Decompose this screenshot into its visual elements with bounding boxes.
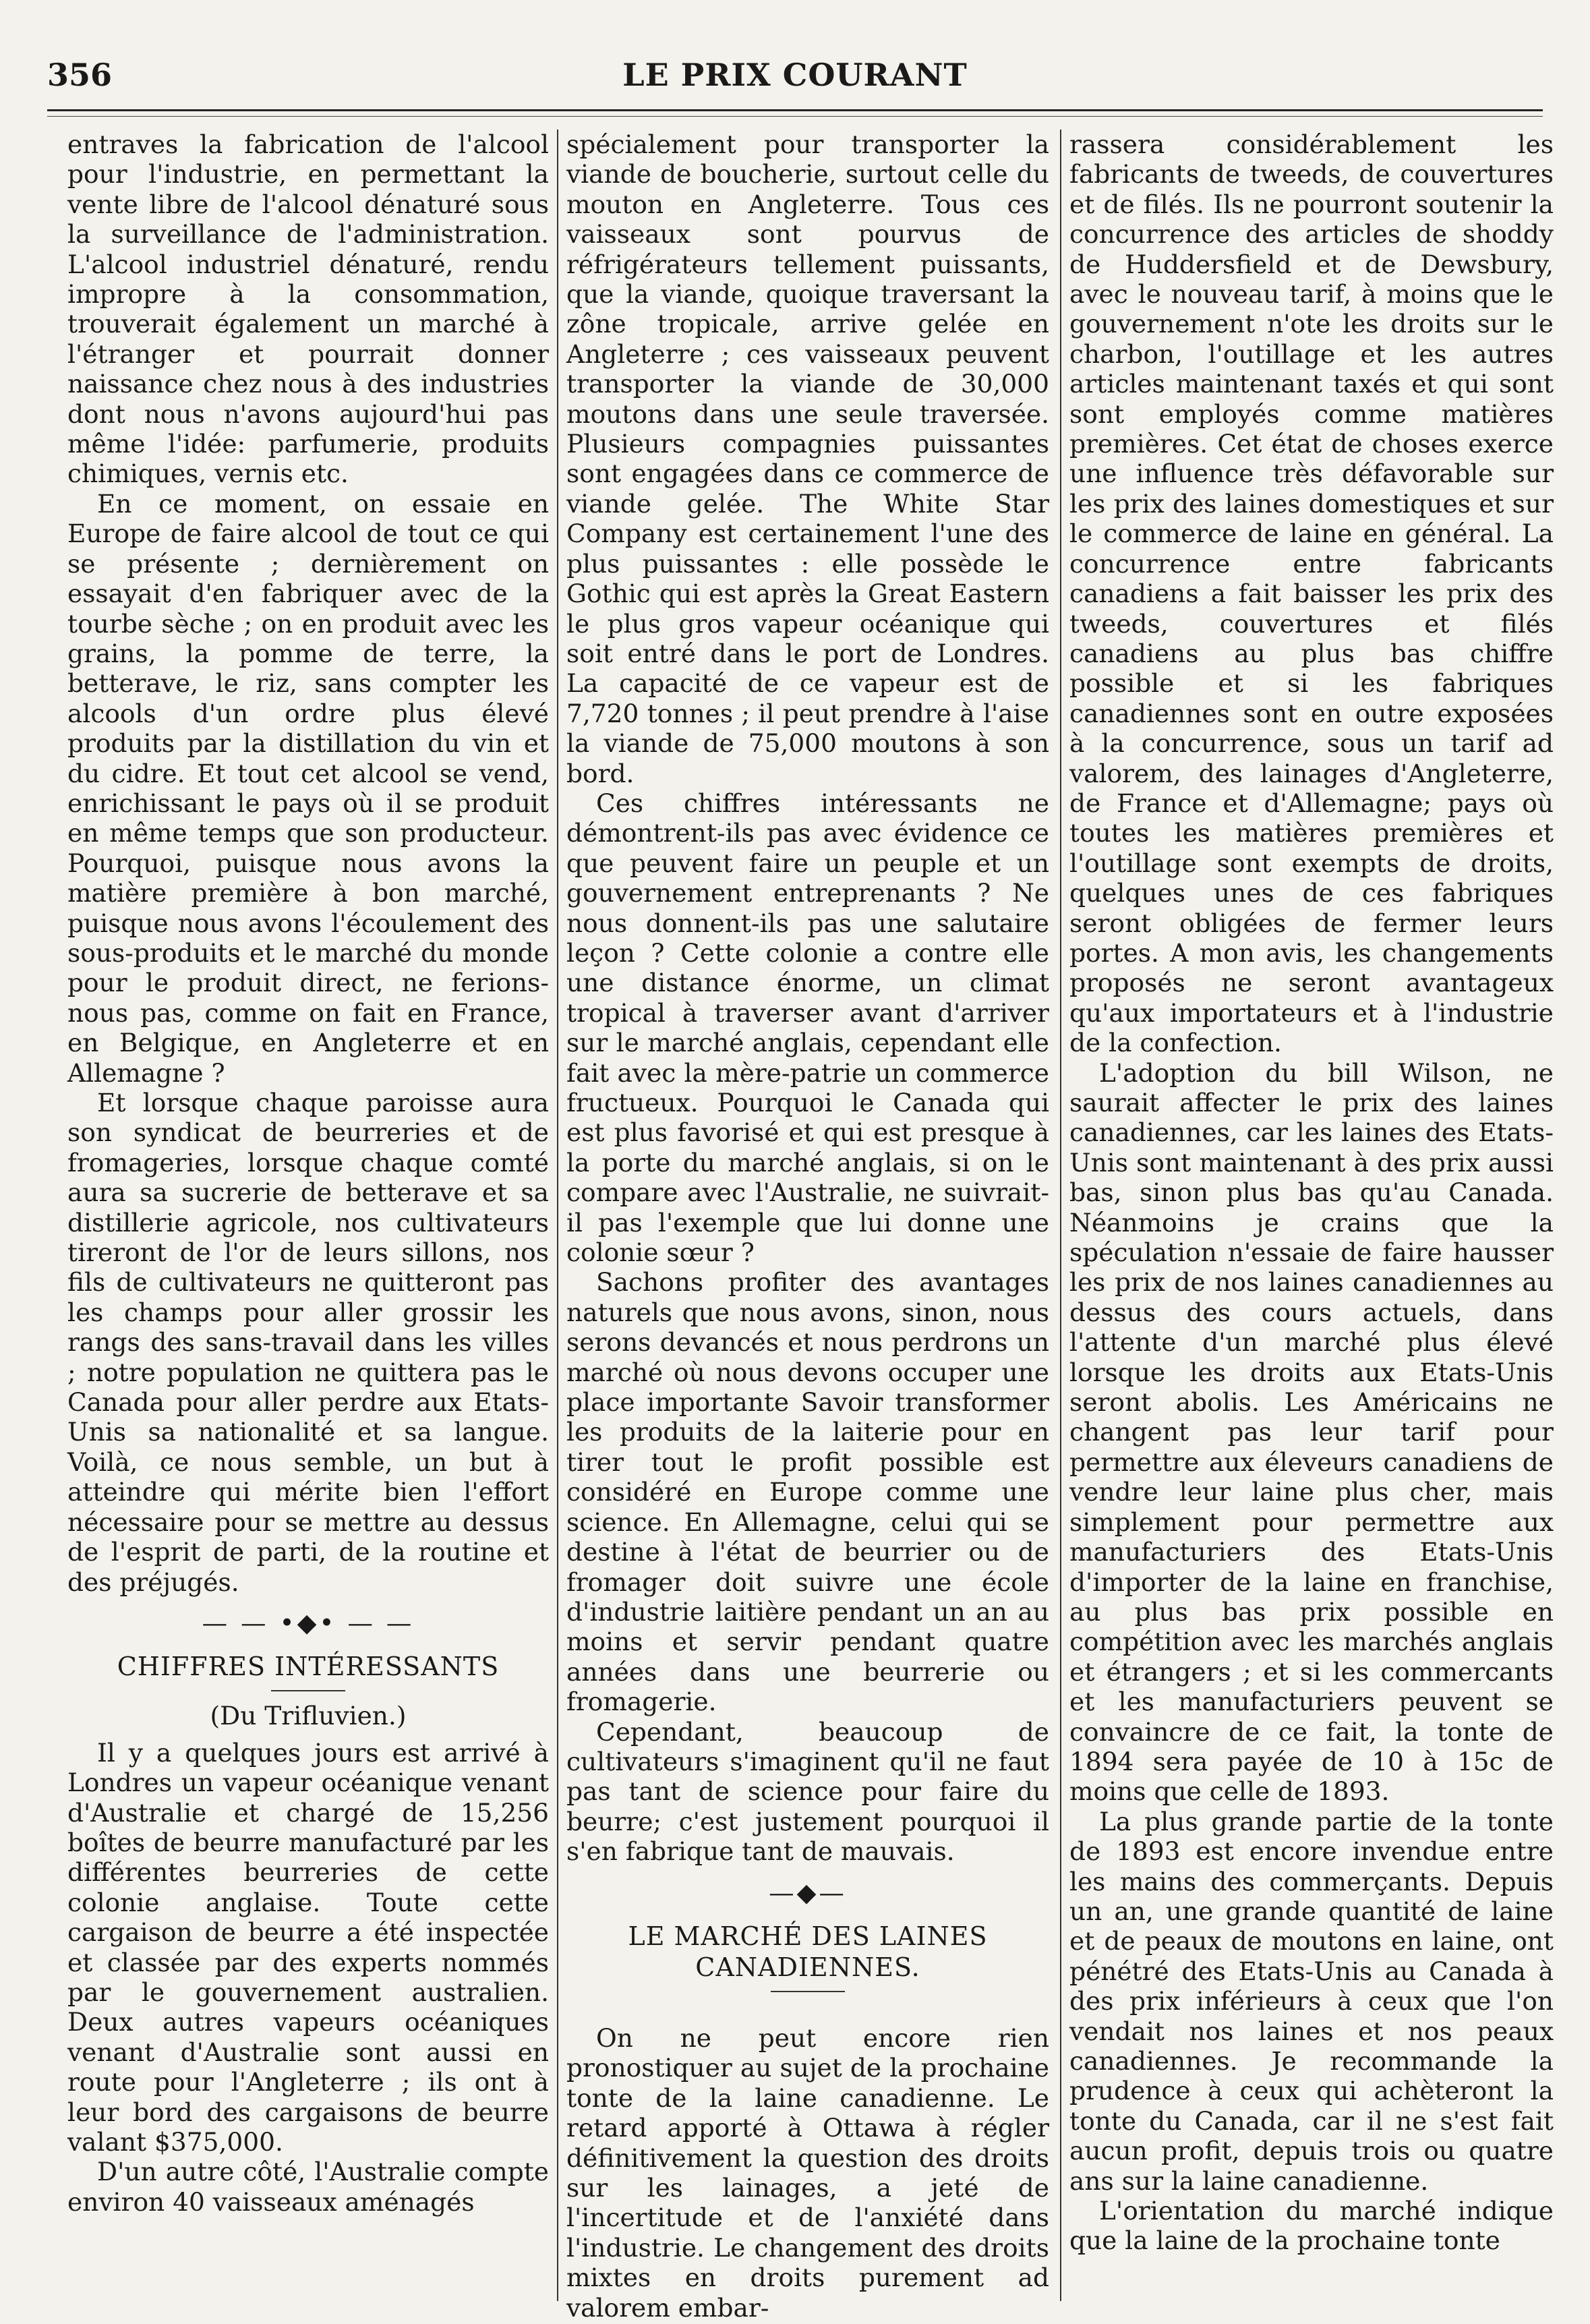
paragraph: Cependant, beaucoup de cultivateurs s'imaginent qu'il ne faut pas tant de science pour faire du beurre; c'est justement pourquoi il s'en fabrique tant de mauvais. xyxy=(566,1716,1049,1867)
paragraph: spécialement pour transporter la viande de boucherie, surtout celle du mouton en Angleterre. Tous ces vaisseaux sont pourvus de réfrigérateurs tellement puissants, que la viande, quoique traversant la zône tropicale, arrive gelée en Angleterre ; ces vaisseaux peuvent transporter la viande de 30,000 moutons dans une seule traversée. Plusieurs compagnies puissantes sont engagées dans ce commerce de viande gelée. The White Star Company est certainement l'une des plus puissantes : elle possède le Gothic qui est après la Great Eastern le plus gros vapeur océanique qui soit entré dans le port de Londres. La capacité de ce vapeur est de 7,720 tonnes ; il peut prendre à l'aise la viande de 75,000 moutons à son bord. xyxy=(566,129,1049,788)
paragraph: entraves la fabrication de l'alcool pour l'industrie, en permettant la vente libre de l'alcool dénaturé sous la surveillance de l'administration. L'alcool industriel dénaturé, rendu impropre à la consommation, trouverait également un marché à l'étranger et pourrait donner naissance chez nous à des industries dont nous n'avons aujourd'hui pas même l'idée: parfumerie, produits chimiques, vernis etc. xyxy=(67,129,549,489)
paragraph: Sachons profiter des avantages naturels que nous avons, sinon, nous serons devancés et nous perdrons un marché où nous devons occuper une place importante Savoir transformer les produits de la laiterie pour en tirer tout le profit possible est considéré en Europe comme une science. En Allemagne, celui qui se destine à l'état de beurrier ou de fromager doit suivre une école d'industrie laitière pendant un an au moins et servir pendant quatre années dans une beurrerie ou fromagerie. xyxy=(566,1267,1049,1717)
running-title: LE PRIX COURANT xyxy=(622,57,968,93)
page-header xyxy=(47,53,1543,109)
article-source: (Du Trifluvien.) xyxy=(210,1701,407,1731)
header-rule-thin xyxy=(47,116,1543,117)
paragraph: La plus grande partie de la tonte de 1893 est encore invendue entre les mains des commerçants. Depuis un an, une grande quantité de laine et de peaux de moutons en laine, ont pénétré des Etats-Unis au Canada à des prix inférieurs à ceux que l'on vendait nos laines et nos peaux canadiennes. Je recommande la prudence à ceux qui achèteront la tonte du Canada, car il ne s'est fait aucun profit, depuis trois ou quatre ans sur la laine canadienne. xyxy=(1069,1806,1554,2196)
section-heading: CHIFFRES INTÉRESSANTS xyxy=(117,1652,500,1682)
paragraph: On ne peut encore rien pronostiquer au sujet de la prochaine tonte de la laine canadienne. Le retard apporté à Ottawa à régler définitivement la question des droits sur les lainages, a jeté de l'incertitude et de l'anxiété dans l'industrie. Le changement des droits mixtes en droits purement ad valorem embar- xyxy=(566,2023,1049,2323)
paragraph: Il y a quelques jours est arrivé à Londres un vapeur océanique venant d'Australie et chargé de 15,256 boîtes de beurre manufacturé par les différentes beurreries de cette colonie anglaise. Toute cette cargaison de beurre a été inspectée et classée par des experts nommés par le gouvernement australien. Deux autres vapeurs océaniques venant d'Australie sont aussi en route pour l'Angleterre ; ils ont à leur bord des cargaisons de beurre valant $375,000. xyxy=(67,1737,549,2157)
paragraph: L'orientation du marché indique que la laine de la prochaine tonte xyxy=(1069,2196,1554,2256)
column-1 xyxy=(67,129,549,2301)
paragraph: D'un autre côté, l'Australie compte environ 40 vaisseaux aménagés xyxy=(67,2157,549,2217)
short-rule xyxy=(271,1690,345,1691)
page-number: 356 xyxy=(47,57,113,93)
column-divider xyxy=(1060,129,1061,2301)
paragraph: L'adoption du bill Wilson, ne saurait affecter le prix des laines canadiennes, car les laines des Etats-Unis sont maintenant à des prix aussi bas, sinon plus bas qu'au Canada. Néanmoins je crains que la spéculation n'essaie de faire hausser les prix de nos laines canadiennes au dessus des cours actuels, dans l'attente d'un marché plus élevé lorsque les droits aux Etats-Unis seront abolis. Les Américains ne changent pas leur tarif pour permettre aux éleveurs canadiens de vendre leur laine plus cher, mais simplement pour permettre aux manufacturiers des Etats-Unis d'importer de la laine en franchise, au plus bas prix possible en compétition avec les marchés anglais et étrangers ; et si les commercants et les manufacturiers peuvent se convaincre de ce fait, la tonte de 1894 sera payée de 10 à 15c de moins que celle de 1893. xyxy=(1069,1057,1554,1807)
column-divider xyxy=(557,129,558,2301)
paragraph: rassera considérablement les fabricants de tweeds, de couvertures et de filés. Ils ne pourront soutenir la concurrence des articles de shoddy de Huddersfield et de Dewsbury, avec le nouveau tarif, à moins que le gouvernement n'ote les droits sur le charbon, l'outillage et les autres articles maintenant taxés et qui sont sont employés comme matières premières. Cet état de choses exerce une influence très défavorable sur les prix des laines domestiques et sur le commerce de laine en général. La concurrence entre fabricants canadiens a fait baisser les prix des tweeds, couvertures et filés canadiens au plus bas chiffre possible et si les fabriques canadiennes sont en outre exposées à la concurrence, sous un tarif ad valorem, des lainages d'Angleterre, de France et d'Allemagne; pays où toutes les matières premières et l'outillage sont exempts de droits, quelques unes de ces fabriques seront obligées de fermer leurs portes. A mon avis, les changements proposés ne seront avantageux qu'aux importateurs et à l'industrie de la confection. xyxy=(1069,129,1554,1058)
column-3 xyxy=(1069,129,1554,2301)
paragraph: En ce moment, on essaie en Europe de faire alcool de tout ce qui se présente ; dernièrement on essayait d'en fabriquer avec de la tourbe sèche ; on en produit avec les grains, la pomme de terre, la betterave, le riz, sans compter les alcools d'un ordre plus élevé produits par la distillation du vin et du cidre. Et tout cet alcool se vend, enrichissant le pays où il se produit en même temps que son producteur. Pourquoi, puisque nous avons la matière première à bon marché, puisque nous avons l'écoulement des sous-produits et le marché du monde pour le produit direct, ne ferions-nous pas, comme on fait en France, en Belgique, en Angleterre et en Allemagne ? xyxy=(67,488,549,1088)
paragraph: Ces chiffres intéressants ne démontrent-ils pas avec évidence ce que peuvent faire un peuple et un gouvernement entreprenants ? Ne nous donnent-ils pas une salutaire leçon ? Cette colonie a contre elle une distance énorme, un climat tropical à traverser avant d'arriver sur le marché anglais, cependant elle fait avec la mère-patrie un commerce fructueux. Pourquoi le Canada qui est plus favorisé et qui est presque à la porte du marché anglais, si on le compare avec l'Australie, ne suivrait-il pas l'exemple que lui donne une colonie sœur ? xyxy=(566,788,1049,1268)
section-heading: LE MARCHÉ DES LAINES CANADIENNES. xyxy=(628,1921,988,1982)
section-ornament: —◆— xyxy=(769,1877,847,1907)
column-2 xyxy=(566,129,1049,2323)
section-ornament: — — •◆• — — xyxy=(202,1607,415,1637)
short-rule xyxy=(771,1991,845,1992)
header-rule xyxy=(47,109,1543,111)
paragraph: Et lorsque chaque paroisse aura son syndicat de beurreries et de fromageries, lorsque chaque comté aura sa sucrerie de betterave et sa distillerie agricole, nos cultivateurs tireront de l'or de leurs sillons, nos fils de cultivateurs ne quitteront pas les champs pour aller grossir les rangs des sans-travail dans les villes ; notre population ne quittera pas le Canada pour aller perdre aux Etats-Unis sa nationalité et sa langue. Voilà, ce nous semble, un but à atteindre qui mérite bien l'effort nécessaire pour se mettre au dessus de l'esprit de parti, de la routine et des préjugés. xyxy=(67,1088,549,1597)
